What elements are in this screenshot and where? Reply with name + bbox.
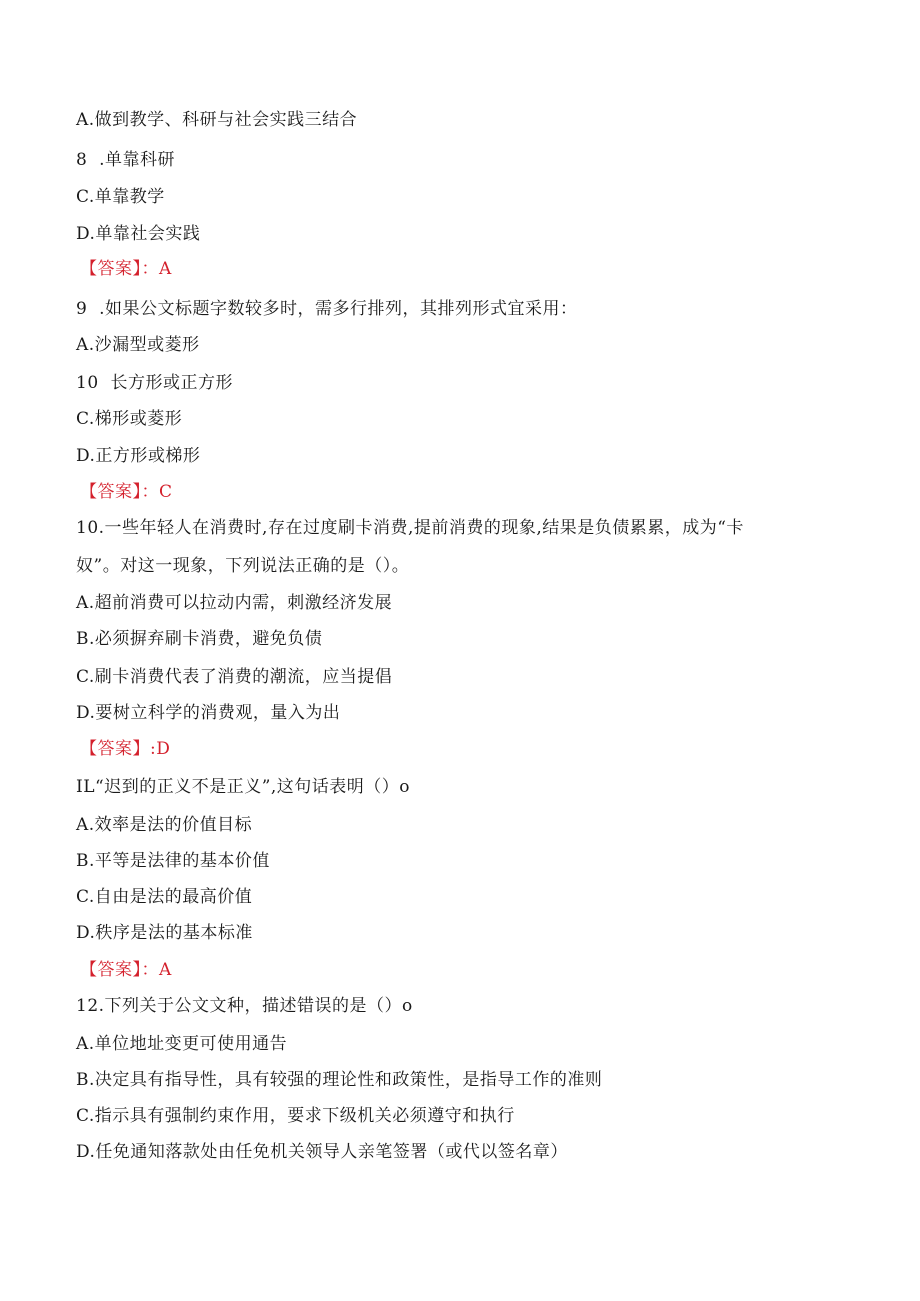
q11-option-a: A.效率是法的价值目标 [76,815,253,835]
q11-question: IL“迟到的正义不是正义”,这句话表明（）o [76,777,411,797]
q9-option-a: A.沙漏型或菱形 [76,335,200,355]
q10-question-line2: 奴”。对这一现象，下列说法正确的是（）。 [76,556,410,576]
q12-option-b: B.决定具有指导性，具有较强的理论性和政策性，是指导工作的准则 [76,1070,603,1090]
q9-question: 9 .如果公文标题字数较多时，需多行排列，其排列形式宜采用： [76,299,578,319]
q11-answer: 【答案】：A [80,960,172,980]
q10-answer: 【答案】:D [80,739,171,759]
q7-option-c: C.单靠教学 [76,187,165,207]
q12-option-d: D.任免通知落款处由任免机关领导人亲笔签署（或代以签名章） [76,1142,568,1162]
q9-option-c: C.梯形或菱形 [76,409,183,429]
q12-option-a: A.单位地址变更可使用通告 [76,1034,288,1054]
q9-option-b: 10 长方形或正方形 [76,373,233,393]
q10-question-line1: 10.一些年轻人在消费时,存在过度刷卡消费,提前消费的现象,结果是负债累累，成为“卡 [76,518,744,538]
q11-option-b: B.平等是法律的基本价值 [76,851,270,871]
q7-option-d: D.单靠社会实践 [76,224,201,244]
q10-option-c: C.刷卡消费代表了消费的潮流，应当提倡 [76,667,393,687]
q9-answer: 【答案】：C [80,482,173,502]
q7-option-b: 8 .单靠科研 [76,150,176,170]
q10-option-b: B.必须摒弃刷卡消费，避免负债 [76,629,323,649]
q7-answer: 【答案】：A [80,259,172,279]
q12-option-c: C.指示具有强制约束作用，要求下级机关必须遵守和执行 [76,1106,515,1126]
q11-option-d: D.秩序是法的基本标准 [76,923,253,943]
q11-option-c: C.自由是法的最高价值 [76,887,253,907]
q12-question: 12.下列关于公文文种，描述错误的是（）o [76,996,413,1016]
q7-option-a: A.做到教学、科研与社会实践三结合 [76,110,358,130]
q9-option-d: D.正方形或梯形 [76,446,201,466]
q10-option-a: A.超前消费可以拉动内需，刺激经济发展 [76,593,393,613]
q10-option-d: D.要树立科学的消费观，量入为出 [76,703,341,723]
